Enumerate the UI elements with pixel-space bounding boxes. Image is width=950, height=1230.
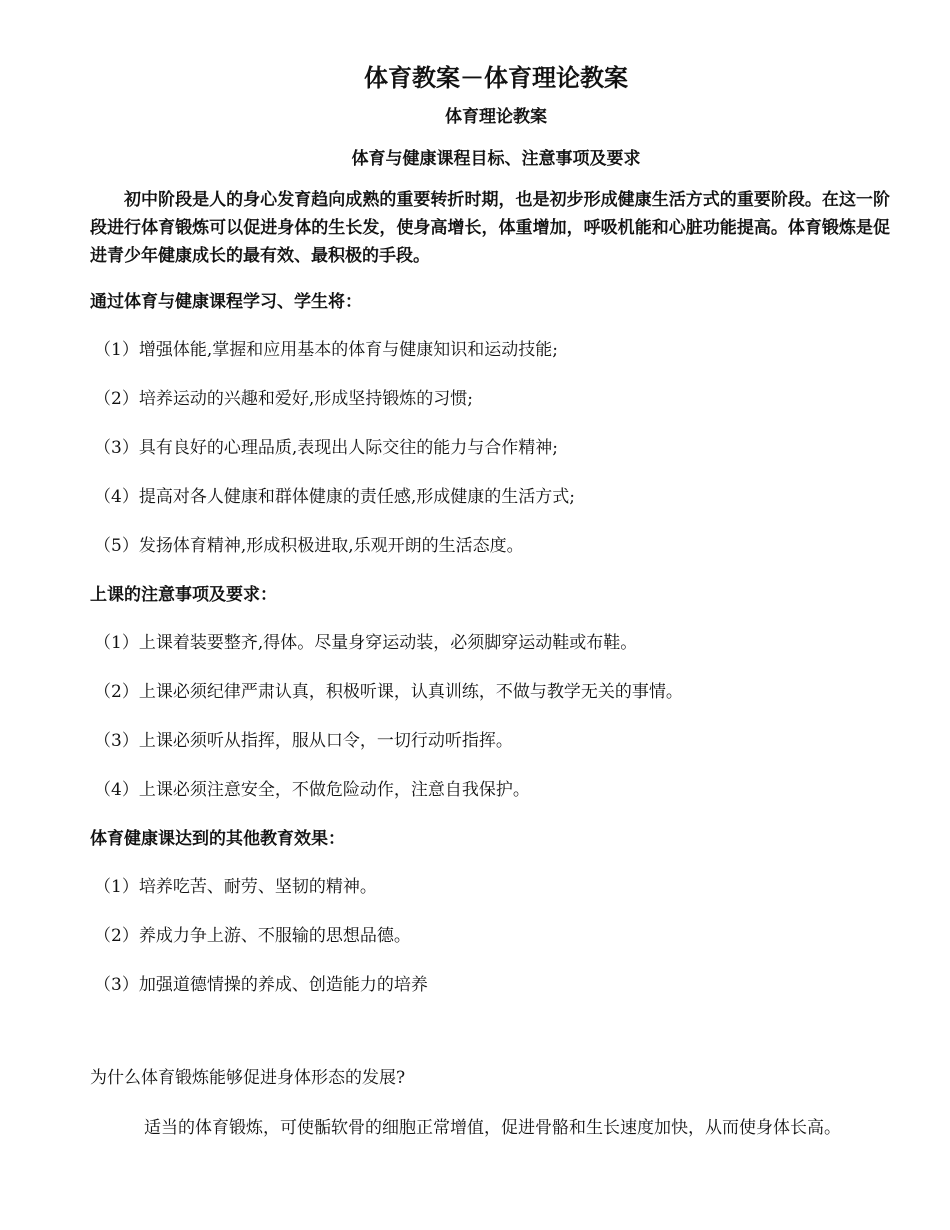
effect-item-2: （2）养成力争上游、不服输的思想品德。 bbox=[94, 926, 411, 946]
goal-item-2: （2）培养运动的兴趣和爱好,形成坚持锻炼的习惯; bbox=[94, 389, 473, 409]
goal-item-4: （4）提高对各人健康和群体健康的责任感,形成健康的生活方式; bbox=[94, 487, 575, 507]
effect-item-1: （1）培养吃苦、耐劳、坚韧的精神。 bbox=[94, 877, 377, 897]
document-subtitle: 体育理论教案 bbox=[445, 107, 547, 127]
goal-item-5: （5）发扬体育精神,形成积极进取,乐观开朗的生活态度。 bbox=[94, 536, 524, 556]
rule-item-2: （2）上课必须纪律严肃认真，积极听课，认真训练，不做与教学无关的事情。 bbox=[94, 682, 683, 702]
rules-heading: 上课的注意事项及要求： bbox=[90, 585, 277, 605]
goal-item-1: （1）增强体能,掌握和应用基本的体育与健康知识和运动技能; bbox=[94, 340, 558, 360]
document-title: 体育教案－体育理论教案 bbox=[364, 63, 628, 92]
rule-item-1: （1）上课着装要整齐,得体。尽量身穿运动装，必须脚穿运动鞋或布鞋。 bbox=[94, 633, 638, 653]
effect-item-3: （3）加强道德情操的养成、创造能力的培养 bbox=[94, 975, 428, 995]
effects-heading: 体育健康课达到的其他教育效果： bbox=[90, 829, 345, 849]
rule-item-3: （3）上课必须听从指挥，服从口令，一切行动听指挥。 bbox=[94, 731, 513, 751]
intro-paragraph: 初中阶段是人的身心发育趋向成熟的重要转折时期，也是初步形成健康生活方式的重要阶段。在这一阶段进行体育锻炼可以促进身体的生长发，使身高增长，体重增加，呼吸机能和心脏功能提高。体育锻炼是促进青少年健康成长的最有效、最积极的手段。 bbox=[90, 190, 890, 266]
rule-item-4: （4）上课必须注意安全，不做危险动作，注意自我保护。 bbox=[94, 780, 530, 800]
answer-text: 适当的体育锻炼，可使骺软骨的细胞正常增值，促进骨骼和生长速度加快，从而使身体长高。 bbox=[144, 1118, 841, 1138]
blank-spacer bbox=[90, 1020, 890, 1064]
question-text: 为什么体育锻炼能够促进身体形态的发展? bbox=[90, 1068, 406, 1088]
goal-item-3: （3）具有良好的心理品质,表现出人际交往的能力与合作精神; bbox=[94, 438, 558, 458]
goals-heading: 通过体育与健康课程学习、学生将： bbox=[90, 292, 362, 312]
section-title: 体育与健康课程目标、注意事项及要求 bbox=[351, 149, 641, 169]
